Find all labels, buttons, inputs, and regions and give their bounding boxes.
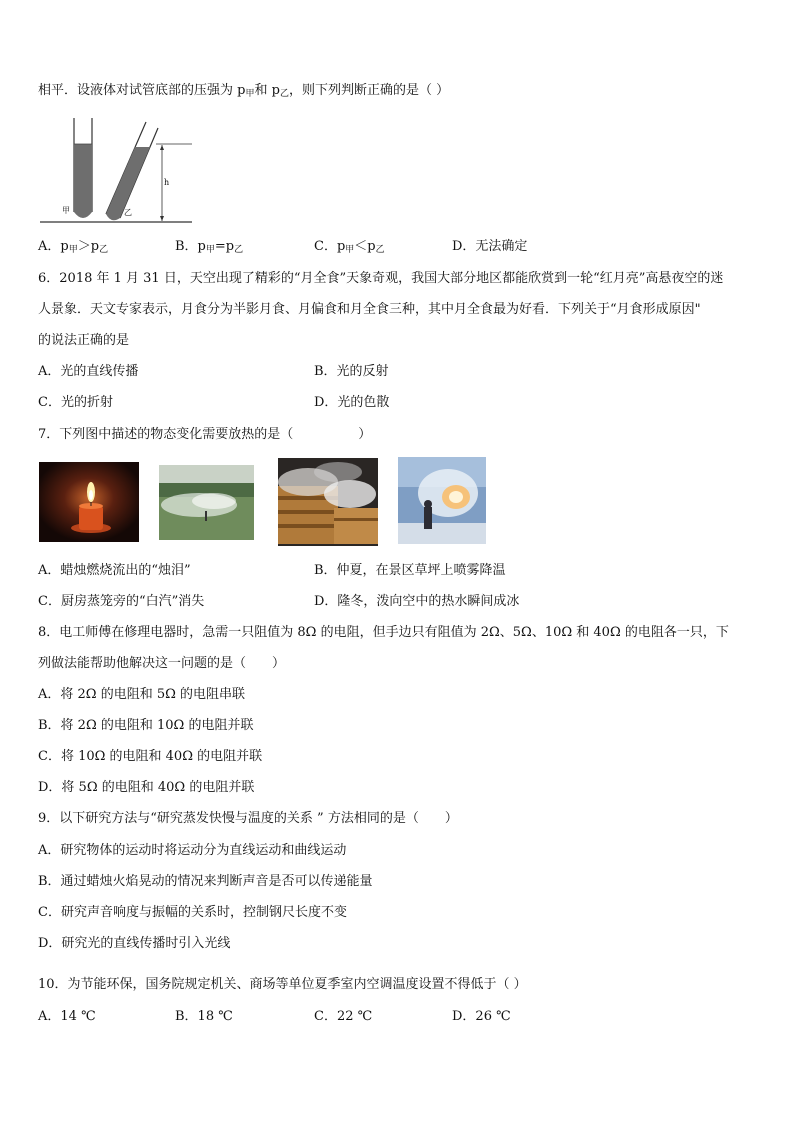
q5-stem-a: 相平．设液体对试管底部的压强为 p [38,83,246,98]
q5-stem-c: ，则下列判断正确的是（ ） [288,83,450,98]
q7-option-b[interactable]: B．仲夏，在景区草坪上喷雾降温 [314,563,506,578]
q6-option-c[interactable]: C．光的折射 [38,395,113,410]
q9-option-a[interactable]: A．研究物体的运动时将运动分为直线运动和曲线运动 [38,843,347,858]
q9-option-d[interactable]: D．研究光的直线传播时引入光线 [38,936,231,951]
candle-photo [39,462,139,542]
q5-option-c[interactable]: C．$p_甲<p_乙$ [314,239,385,255]
q9-option-b[interactable]: B．通过蜡烛火焰晃动的情况来判断声音是否可以传递能量 [38,874,373,889]
q6-option-d[interactable]: D．光的色散 [314,395,390,410]
q5-sub-jia: 甲 [245,89,255,99]
q5-option-a[interactable]: A．$p_甲>p_乙$ [38,239,109,255]
q5-fig-label-jia: 甲 [62,206,70,215]
q8-option-c[interactable]: C．将 10Ω 的电阻和 40Ω 的电阻并联 [38,749,263,764]
q7-option-d[interactable]: D．隆冬，泼向空中的热水瞬间成冰 [314,594,520,609]
q7-option-a[interactable]: A．蜡烛燃烧流出的“烛泪” [38,563,191,578]
steamer-photo [278,458,378,546]
q5-fig-label-yi: 乙 [124,208,132,217]
q8-stem-line-2: 列做法能帮助他解决这一问题的是（ ） [38,656,286,671]
q10-option-a[interactable]: A．14 ℃ [38,1009,96,1024]
q5-option-d[interactable]: D．无法确定 [452,239,528,254]
q7-stem: 7．下列图中描述的物态变化需要放热的是（ ） [38,427,372,442]
q9-option-c[interactable]: C．研究声音响度与振幅的关系时，控制钢尺长度不变 [38,905,347,920]
q10-stem: 10．为节能环保，国务院规定机关、商场等单位夏季室内空调温度设置不得低于（ ） [38,977,527,992]
q7-option-c[interactable]: C．厨房蒸笼旁的“白汽”消失 [38,594,205,609]
q9-stem: 9．以下研究方法与“研究蒸发快慢与温度的关系 ” 方法相同的是（ ） [38,811,458,826]
q6-stem-line-3: 的说法正确的是 [38,333,130,348]
q6-stem-line-2: 人景象．天文专家表示，月食分为半影月食、月偏食和月全食三种，其中月全食最为好看．下列关于“月食形成原因" [38,302,701,317]
q10-option-c[interactable]: C．22 ℃ [314,1009,373,1024]
q6-option-a[interactable]: A．光的直线传播 [38,364,139,379]
q5-option-b[interactable]: B．$p_甲=p_乙$ [175,239,244,255]
q10-option-d[interactable]: D．26 ℃ [452,1009,511,1024]
q5-fig-label-h: h [164,178,170,187]
q8-option-d[interactable]: D．将 5Ω 的电阻和 40Ω 的电阻并联 [38,780,255,795]
q5-test-tube-figure [36,114,198,226]
q8-option-b[interactable]: B．将 2Ω 的电阻和 10Ω 的电阻并联 [38,718,254,733]
q6-option-b[interactable]: B．光的反射 [314,364,389,379]
q6-stem-line-1: 6．2018 年 1 月 31 日，天空出现了精彩的“月全食”天象奇观，我国大部分地区都能欣赏到一轮“红月亮”高悬夜空的迷 [38,271,724,286]
q5-sub-yi: 乙 [279,89,289,99]
sprinkler-photo [159,465,254,540]
q10-option-b[interactable]: B．18 ℃ [175,1009,233,1024]
q8-option-a[interactable]: A．将 2Ω 的电阻和 5Ω 的电阻串联 [38,687,246,702]
hot-water-freeze-photo [398,457,486,544]
q5-stem [38,82,449,103]
q8-stem-line-1: 8．电工师傅在修理电器时，急需一只阻值为 8Ω 的电阻，但手边只有阻值为 2Ω、5Ω、10Ω 和 40Ω 的电阻各一只，下 [38,625,729,640]
q5-stem-b: 和 p [254,83,280,98]
